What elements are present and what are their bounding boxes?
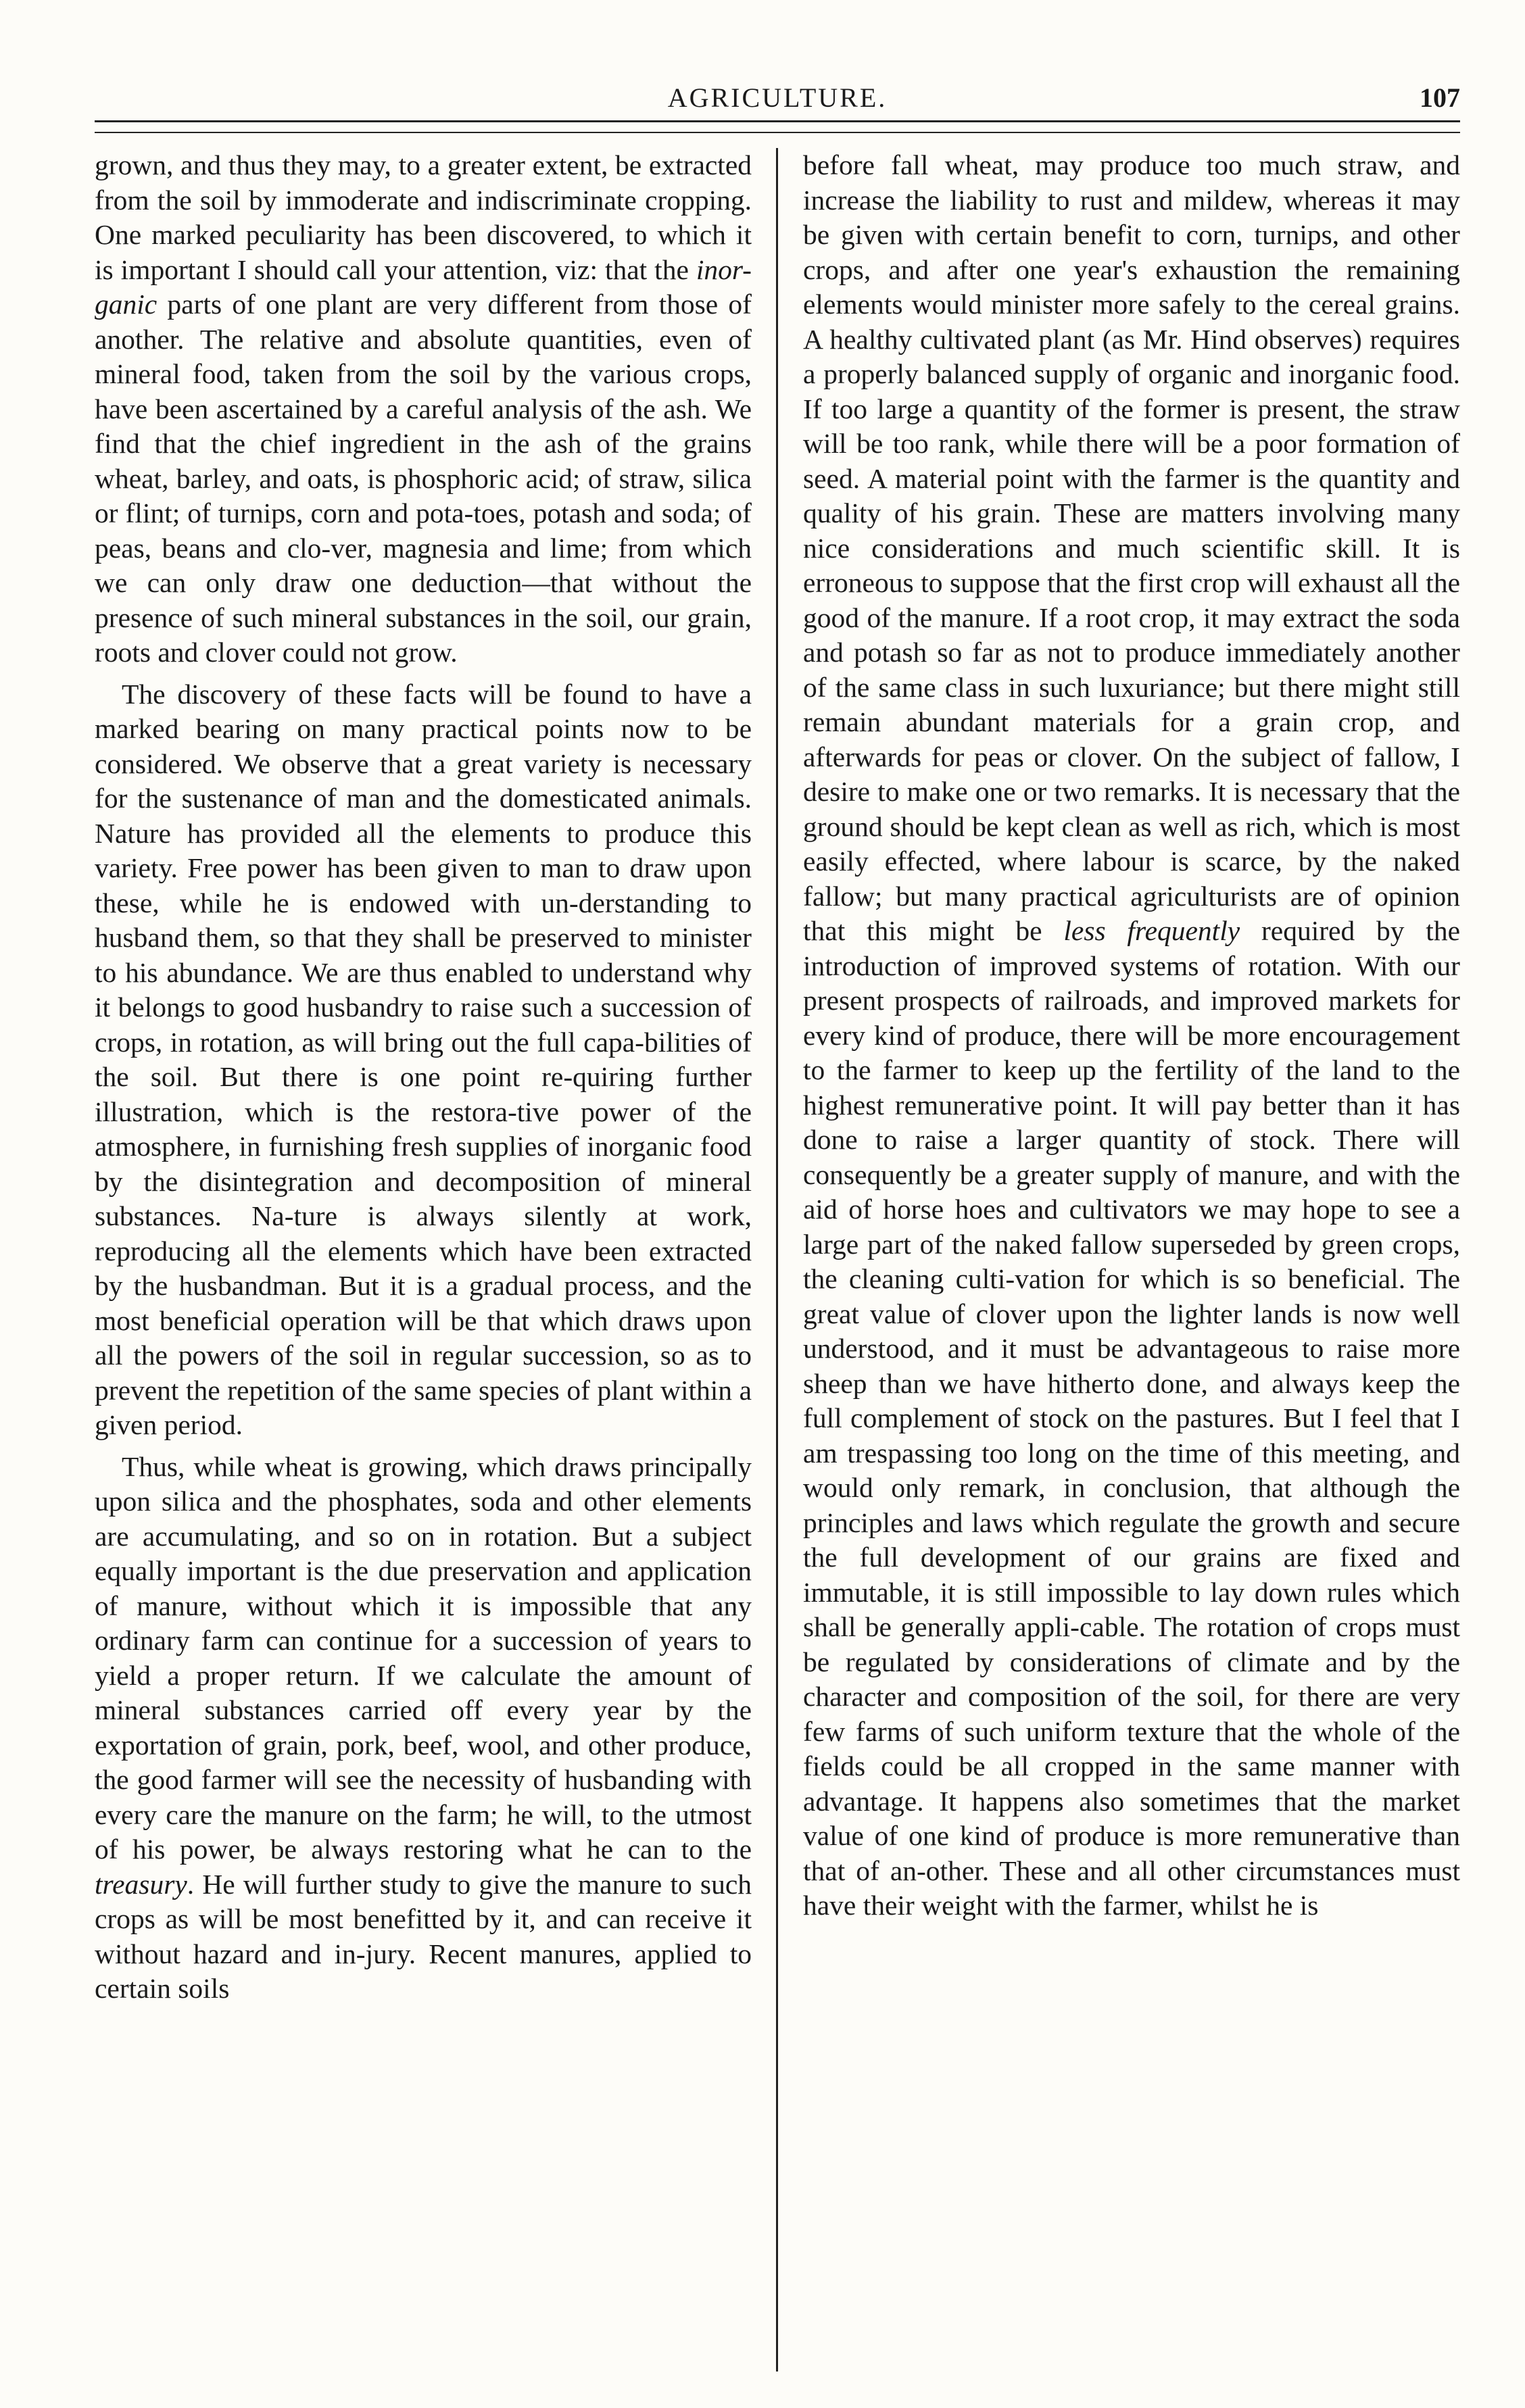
- text-span: required by the introduction of improved systems of rotation. With our present prospects of railroads, and improved markets for every kind of produce, there will be more encouragement to the farmer to keep up the fertility of the land to the highest remunerative point. It will pay better than it has done to raise a larger quantity of stock. There will consequently be a greater supply of manure, and with the aid of horse hoes and cultivators we may hope to see a large part of the naked fallow superseded by green crops, the cleaning culti-vation for which is so beneficial. The great value of clover upon the lighter lands is now well understood, and it must be advantageous to raise more sheep than we have hitherto done, and always keep the full complement of stock on the pastures. But I feel that I am trespassing too long on the time of this meeting, and would only remark, in conclusion, that although the principles and laws which regulate the growth and secure the full development of our grains are fixed and immutable, it is still impossible to lay down rules which shall be generally appli-cable. The rotation of crops must be regulated by considerations of climate and by the character and composition of the soil, for there are very few farms of such uniform texture that the whole of the fields could be all cropped in the same manner with advantage. It happens also sometimes that the market value of one kind of produce is more remunerative than that of an-other. These and all other circumstances must have their weight with the farmer, whilst he is: [803, 915, 1460, 1921]
- page-number: 107: [1420, 82, 1460, 113]
- text-span: Thus, while wheat is growing, which draws principally upon silica and the phosphates, soda and other elements are accumulating, and so on in rotation. But a subject equally important is the due preservation and application of manure, without which it is impossible that any ordinary farm can continue for a succession of years to yield a proper return. If we calculate the amount of mineral substances carried off every year by the exportation of grain, pork, beef, wool, and other produce, the good farmer will see the necessity of husbanding with every care the manure on the farm; he will, to the utmost of his power, be always restoring what he can to the: [95, 1450, 752, 1865]
- italic-span: inor-ganic: [95, 253, 752, 320]
- left-paragraph-2: The discovery of these facts will be found to have a marked bearing on many practical points now to be considered. We observe that a great variety is necessary for the sustenance of man and the domesticated animals. Nature has provided all the elements to produce this variety. Free power has been given to man to draw upon these, while he is endowed with un-derstanding to husband them, so that they shall be preserved to minister to his abundance. We are thus enabled to understand why it belongs to good husbandry to raise such a succession of crops, in rotation, as will bring out the full capa-bilities of the soil. But there is one point re-quiring further illustration, which is the restora-tive power of the atmosphere, in furnishing fresh supplies of inorganic food by the disintegration and decomposition of mineral substances. Na-ture is always silently at work, reproducing all the elements which have been extracted by the husbandman. But it is a gradual process, and the most beneficial operation will be that which draws upon all the powers of the soil in regular succession, so as to prevent the repetition of the same species of plant within a given period.: [95, 678, 752, 1440]
- page: [95, 81, 1460, 2372]
- text-span: grown, and thus they may, to a greater extent, be extracted from the soil by immoderate and indiscriminate cropping. One marked peculiarity has been discovered, to which it is important I should call your attention, viz: that the: [95, 149, 752, 285]
- right-paragraph-1: [803, 148, 1460, 1923]
- text-span: parts of one plant are very different from those of another. The relative and absolute quantities, even of mineral food, taken from the soil by the various crops, have been ascertained by a careful analysis of the ash. We find that the chief ingredient in the ash of the grains wheat, barley, and oats, is phosphoric acid; of straw, silica or flint; of turnips, corn and pota-toes, potash and soda; of peas, beans and clo-ver, magnesia and lime; from which we can only draw one deduction—that without the presence of such mineral substances in the soil, our grain, roots and clover could not grow.: [95, 289, 752, 668]
- italic-span: less frequently: [1063, 915, 1240, 946]
- running-head: AGRICULTURE.: [667, 82, 888, 113]
- text-columns: [95, 148, 1460, 2372]
- text-span: before fall wheat, may produce too much straw, and increase the liability to rust and mildew, whereas it may be given with certain benefit to corn, turnips, and other crops, and after one year's exhaustion the remaining elements would minister more safely to the cereal grains. A healthy cultivated plant (as Mr. Hind observes) requires a properly balanced supply of organic and inorganic food. If too large a quantity of the former is present, the straw will be too rank, while there will be a poor formation of seed. A material point with the farmer is the quantity and quality of his grain. These are matters involving many nice considerations and much scientific skill. It is erroneous to suppose that the first crop will exhaust all the good of the manure. If a root crop, it may extract the soda and potash so far as not to produce immediately another of the same class in such luxuriance; but there might still remain abundant materials for a grain crop, and afterwards for peas or clover. On the subject of fallow, I desire to make one or two remarks. It is necessary that the ground should be kept clean as well as rich, which is most easily effected, where labour is scarce, by the naked fallow; but many practical agriculturists are of opinion that this might be: [803, 149, 1460, 946]
- left-column: [95, 148, 752, 2007]
- text-span: . He will further study to give the manure to such crops as will be most benefitted by it, and can receive it without hazard and in-jury. Recent manures, applied to certain soils: [95, 1868, 752, 2004]
- page-header: [95, 81, 1460, 115]
- right-column: [803, 148, 1460, 1923]
- header-rule: [95, 120, 1460, 133]
- left-paragraph-3: [95, 1450, 752, 2007]
- column-divider: [776, 148, 778, 2372]
- left-paragraph-1: [95, 148, 752, 670]
- italic-span: treasury: [95, 1868, 187, 1900]
